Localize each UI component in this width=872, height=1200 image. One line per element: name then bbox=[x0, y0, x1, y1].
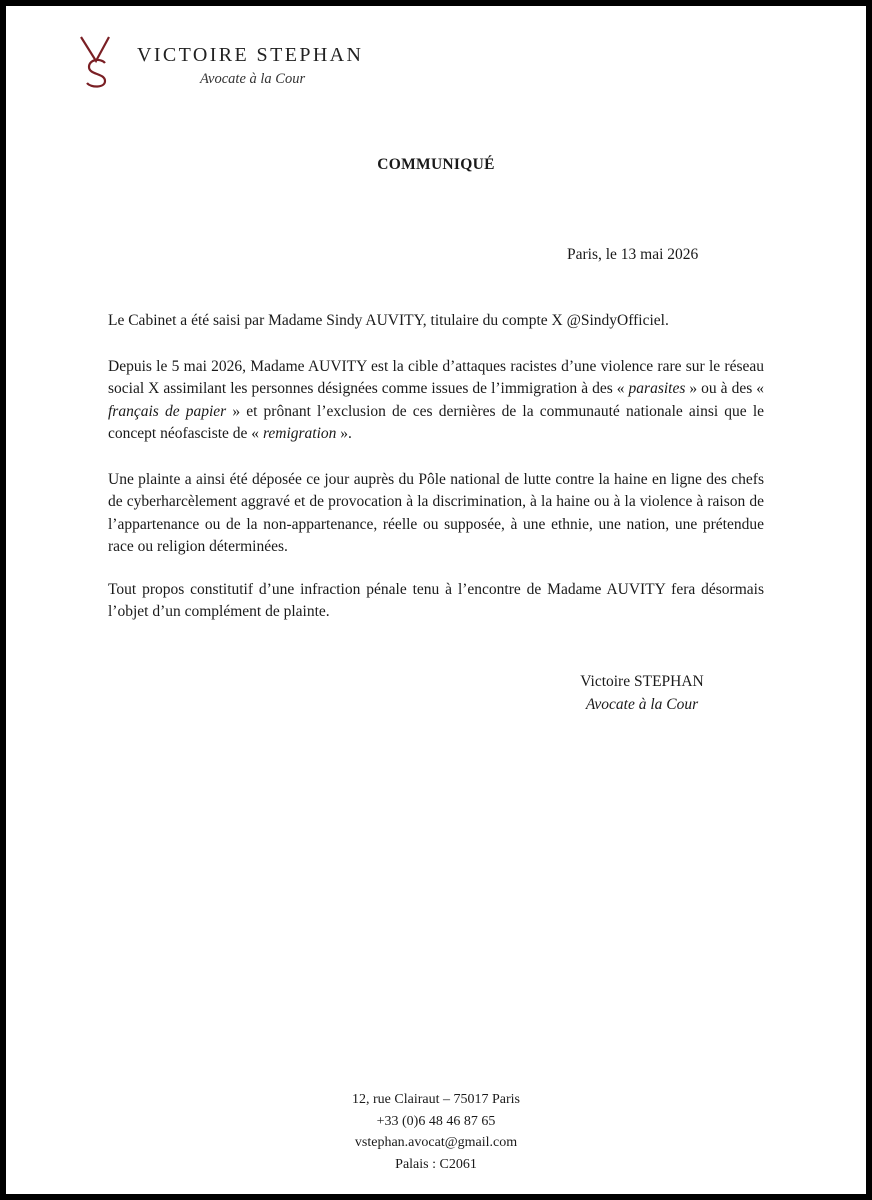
paragraph-2-part-1: Depuis le 5 mai 2026, Madame AUVITY est la cible d’attaques racistes d’une violence rare sur le réseau social X assimilant les personnes désignées comme issues de l’immigration à des « bbox=[108, 357, 764, 397]
paragraph-4: Tout propos constitutif d’une infraction pénale tenu à l’encontre de Madame AUVITY fera désormais l’objet d’un complément de plainte. bbox=[108, 580, 764, 620]
paragraph-3: Une plainte a ainsi été déposée ce jour auprès du Pôle national de lutte contre la haine en ligne des chefs de cyberharcèlement aggravé et de provocation à la discrimination, à la haine ou à la violence à raison de l’appartenance ou de la non-appartenance, réelle ou supposée, à une ethnie, une nation, une prétendue race ou religion déterminées. bbox=[108, 470, 764, 555]
quote-remigration: remigration bbox=[262, 425, 337, 442]
letterhead-name: VICTOIRE STEPHAN bbox=[137, 44, 364, 66]
letterhead-subtitle: Avocate à la Cour bbox=[200, 71, 306, 87]
document-title: COMMUNIQUÉ bbox=[377, 156, 495, 173]
letter-footer bbox=[6, 1089, 866, 1175]
paragraph-2 bbox=[108, 356, 764, 446]
footer-palais: Palais : C2061 bbox=[395, 1156, 477, 1172]
quote-francais-de-papier: français de papier bbox=[108, 402, 227, 420]
paragraph-2-part-2: » ou à des « bbox=[685, 380, 764, 397]
letter-page bbox=[6, 6, 866, 1194]
paragraph-2-part-3: » et prônant l’exclusion de ces dernières de la communauté nationale ainsi que le concept néofasciste de « bbox=[108, 402, 765, 442]
document-date: Paris, le 13 mai 2026 bbox=[567, 246, 699, 263]
vs-monogram-logo bbox=[78, 34, 114, 88]
quote-parasites: parasites bbox=[628, 380, 686, 397]
signature-role: Avocate à la Cour bbox=[585, 696, 699, 713]
footer-address: 12, rue Clairaut – 75017 Paris bbox=[352, 1092, 520, 1107]
footer-email: vstephan.avocat@gmail.com bbox=[354, 1135, 518, 1150]
paragraph-1: Le Cabinet a été saisi par Madame Sindy AUVITY, titulaire du compte X @SindyOfficiel. bbox=[108, 312, 669, 329]
document-body bbox=[108, 310, 764, 647]
paragraph-2-part-4: ». bbox=[336, 425, 352, 442]
footer-phone: +33 (0)6 48 46 87 65 bbox=[376, 1113, 496, 1129]
signature-block bbox=[567, 670, 717, 716]
signature-name: Victoire STEPHAN bbox=[580, 673, 704, 690]
